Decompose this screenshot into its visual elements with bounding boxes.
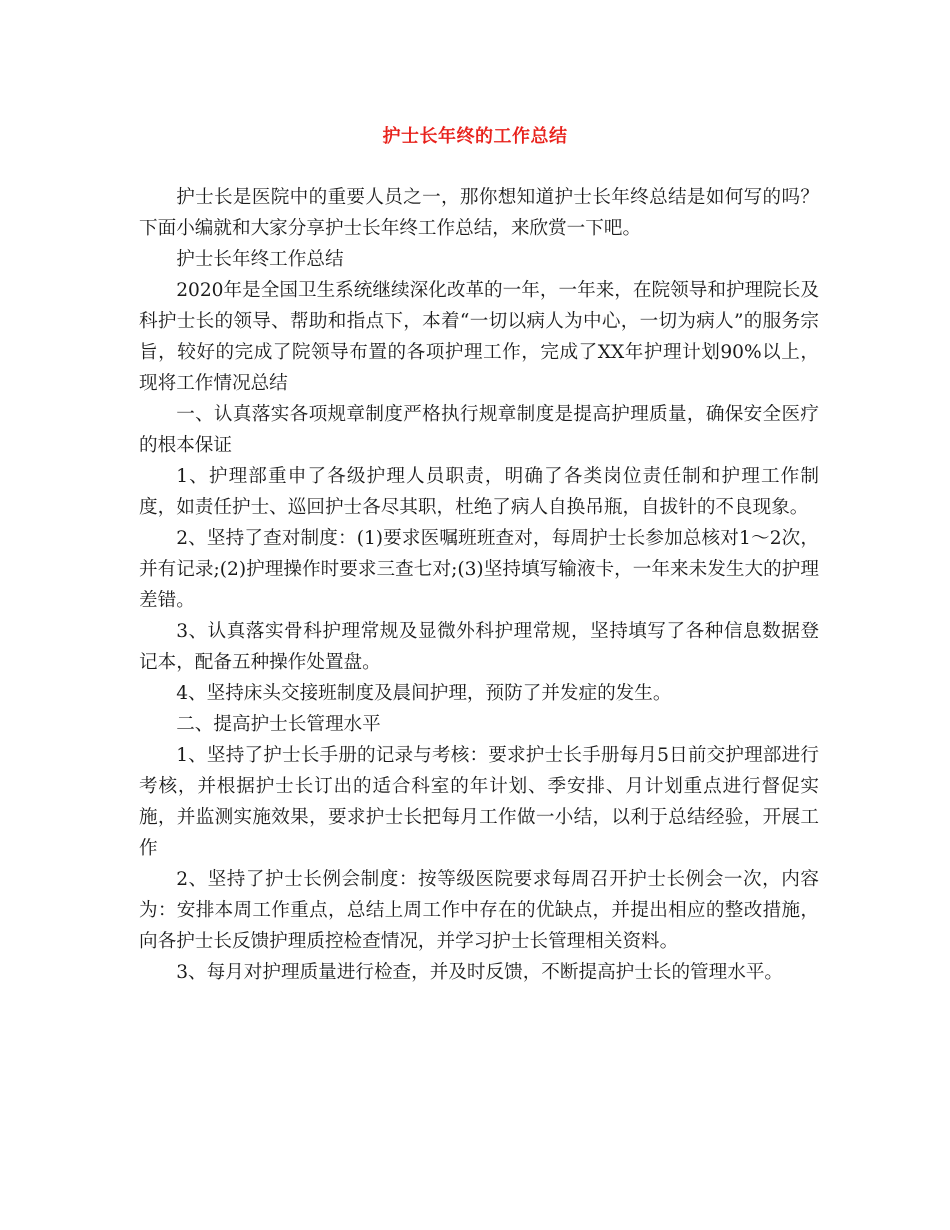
section-heading-1: 一、认真落实各项规章制度严格执行规章制度是提高护理质量，确保安全医疗的根本保证 — [139, 404, 819, 456]
paragraph-subtitle: 护士长年终工作总结 — [176, 249, 344, 270]
document-title: 护士长年终的工作总结 — [382, 126, 568, 147]
paragraph-item-1-2: 2、坚持了查对制度：(1)要求医嘱班班查对，每周护士长参加总核对1～2次，并有记录;(2)护理操作时要求三查七对;(3)坚持填写输液卡，一年来未发生大的护理差错。 — [139, 528, 819, 611]
paragraph-item-1-4: 4、坚持床头交接班制度及晨间护理，预防了并发症的发生。 — [176, 683, 672, 704]
paragraph-item-1-1: 1、护理部重申了各级护理人员职责，明确了各类岗位责任制和护理工作制度，如责任护士、巡回护士各尽其职，杜绝了病人自换吊瓶，自拔针的不良现象。 — [139, 466, 819, 518]
section-heading-2: 二、提高护士长管理水平 — [176, 714, 381, 735]
paragraph-item-2-3: 3、每月对护理质量进行检查，并及时反馈，不断提高护士长的管理水平。 — [176, 962, 784, 983]
paragraph-overview: 2020年是全国卫生系统继续深化改革的一年，一年来，在院领导和护理院长及科护士长的领导、帮助和指点下，本着“一切以病人为中心，一切为病人”的服务宗旨，较好的完成了院领导布置的各项护理工作，完成了XX年护理计划90%以上，现将工作情况总结 — [139, 280, 819, 394]
paragraph-item-2-1: 1、坚持了护士长手册的记录与考核：要求护士长手册每月5日前交护理部进行考核，并根据护士长订出的适合科室的年计划、季安排、月计划重点进行督促实施，并监测实施效果，要求护士长把每月工作做一小结，以利于总结经验，开展工作 — [139, 745, 819, 859]
paragraph-item-2-2: 2、坚持了护士长例会制度：按等级医院要求每周召开护士长例会一次，内容为：安排本周工作重点，总结上周工作中存在的优缺点，并提出相应的整改措施，向各护士长反馈护理质控检查情况，并学习护士长管理相关资料。 — [139, 869, 819, 952]
document-body — [139, 182, 819, 988]
paragraph-item-1-3: 3、认真落实骨科护理常规及显微外科护理常规，坚持填写了各种信息数据登记本，配备五种操作处置盘。 — [139, 621, 819, 673]
paragraph-intro: 护士长是医院中的重要人员之一，那你想知道护士长年终总结是如何写的吗？下面小编就和大家分享护士长年终工作总结，来欣赏一下吧。 — [139, 187, 819, 239]
